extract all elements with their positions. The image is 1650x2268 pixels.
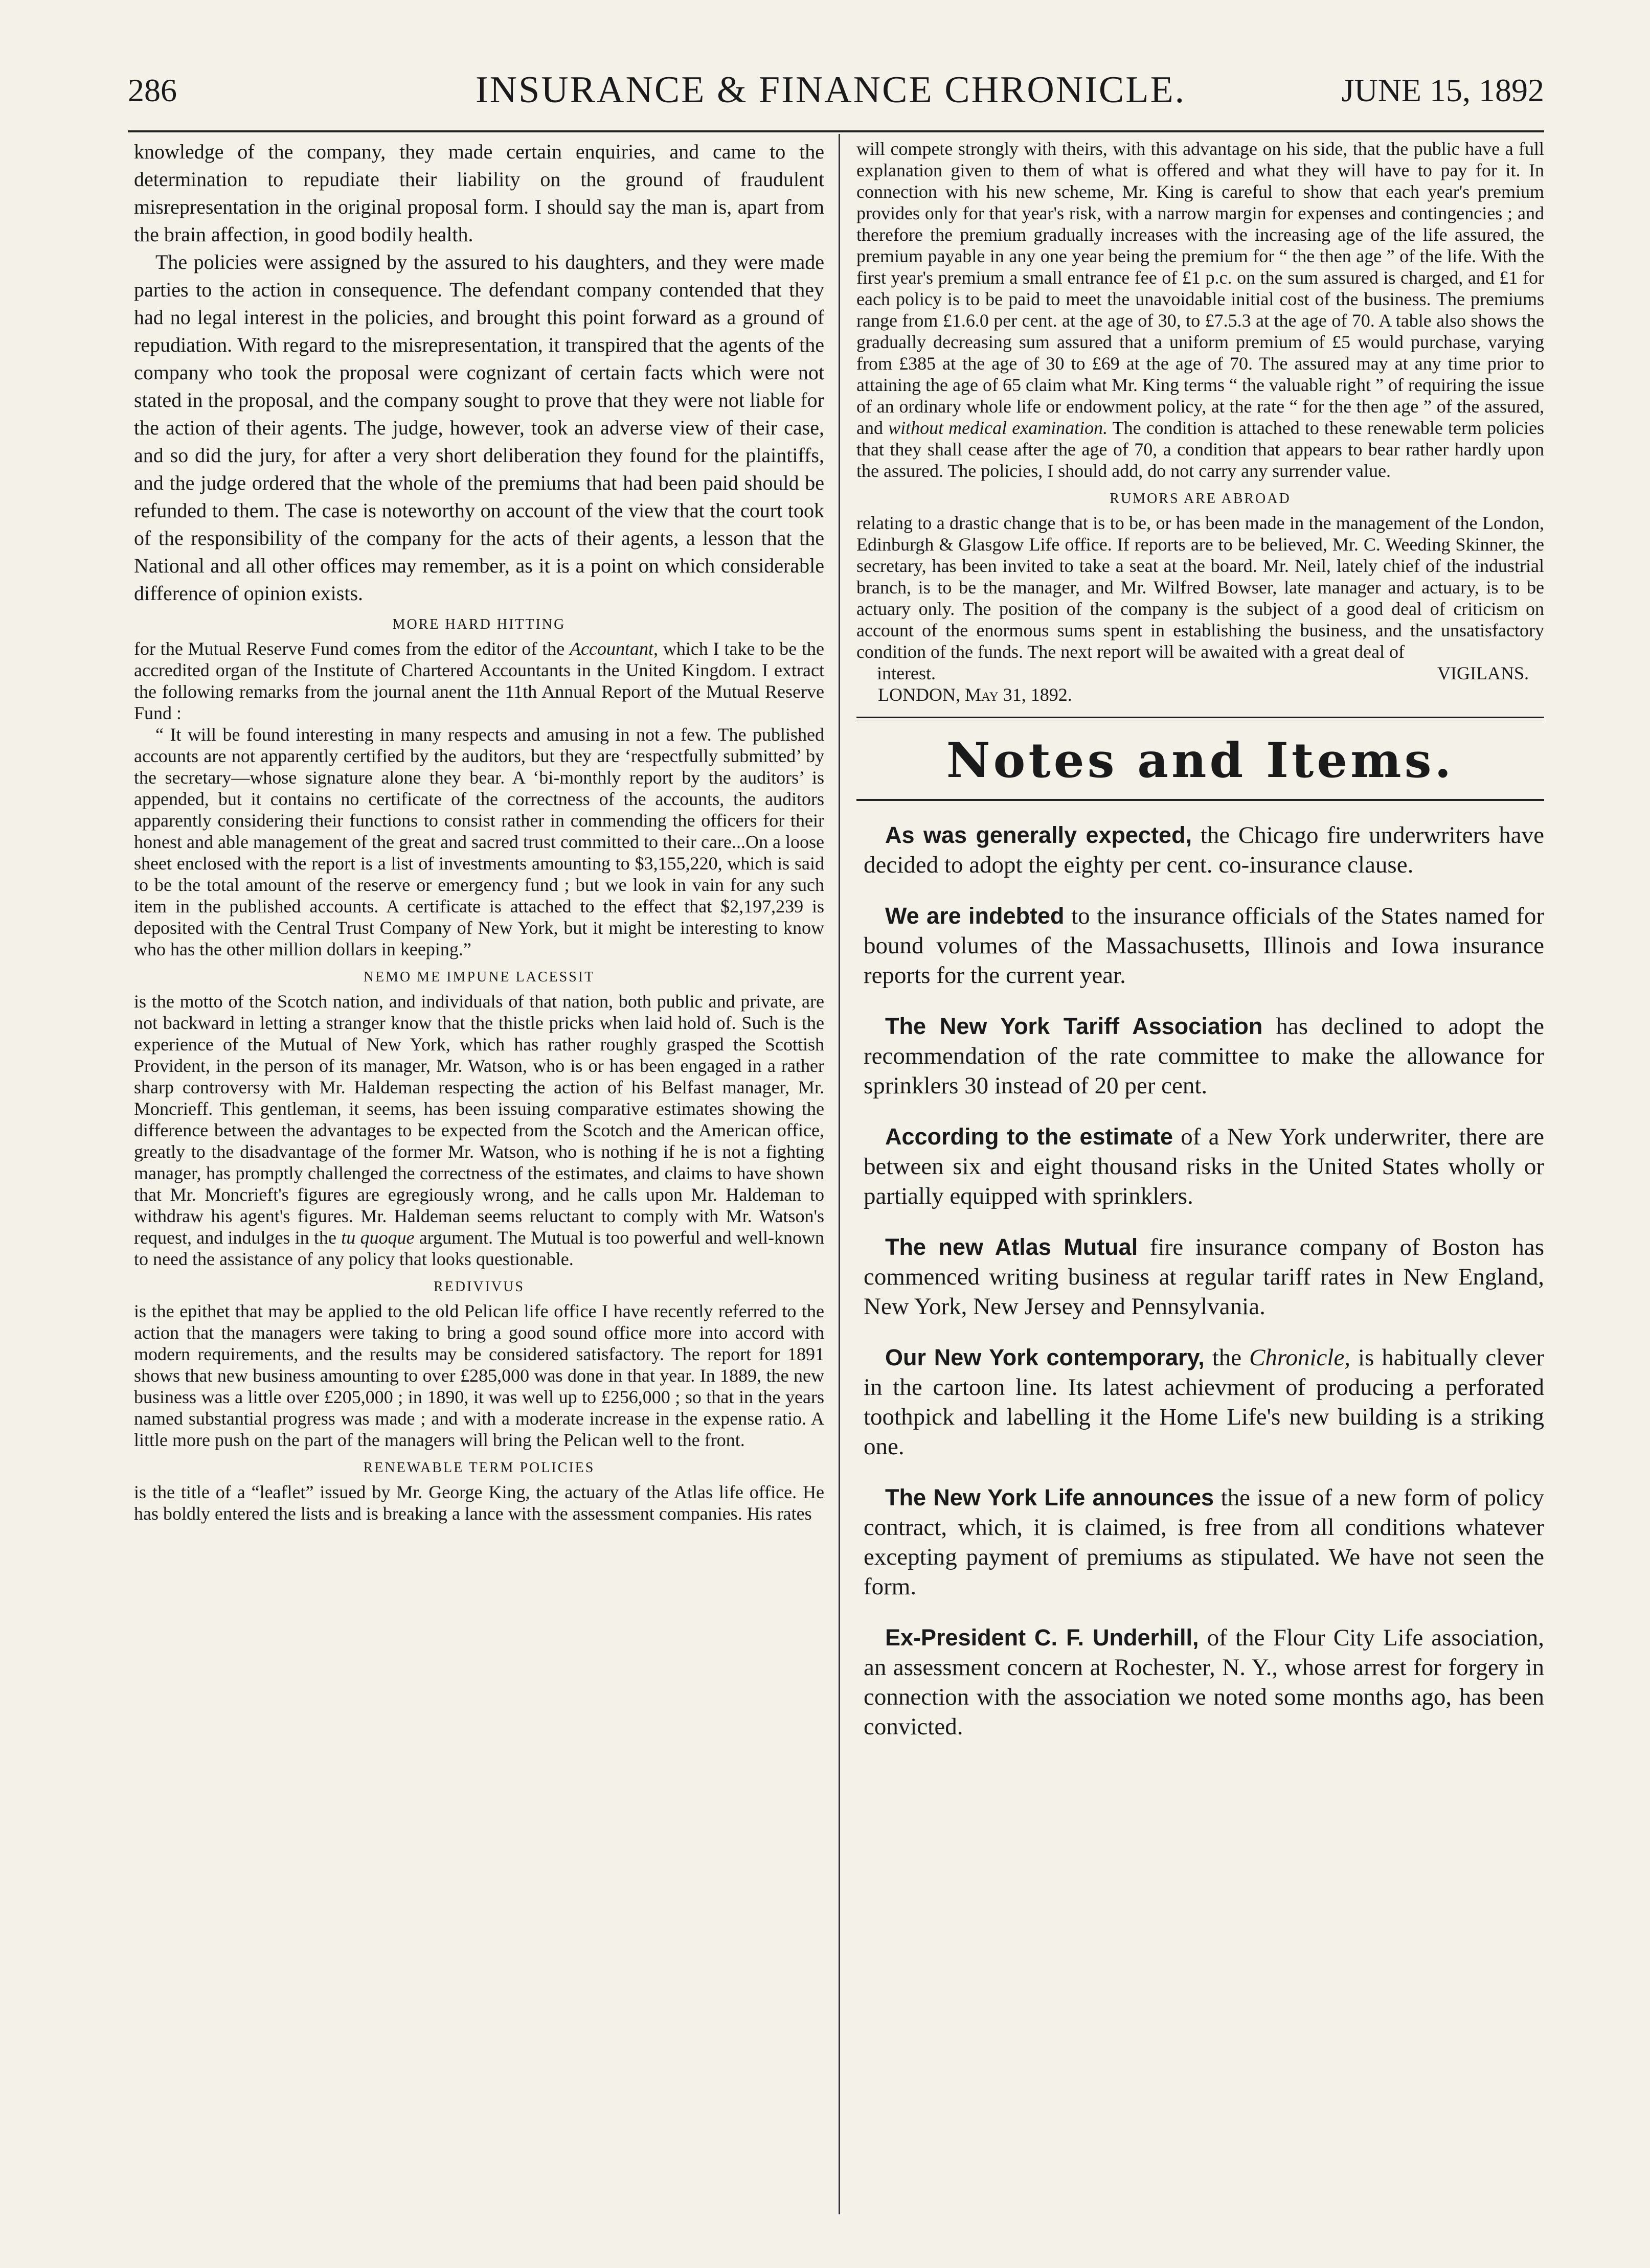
section-paragraph: is the motto of the Scotch nation, and individuals of that nation, both public and private, are not backward in letting a stranger know that the thistle pricks when laid hold of. Such is the experience of the Mutual of New York, which has rather roughly grasped the Scottish Provident, in the person of its manager, Mr. Watson, who is or has been engaged in a rather sharp controversy with Mr. Haldeman respecting the action of his Belfast manager, Mr. Moncrieff. This gentleman, it seems, has been issuing comparative estimates showing the difference between the advantages to be expected from the Scotch and the American office, greatly to the disadvantage of the former Mr. Watson, who is nothing if he is not a fighting manager, has promptly challenged the correctness of the estimates, and claims to have shown that Mr. Moncrieft's figures are egregiously wrong, and he calls upon Mr. Haldeman to withdraw his agent's figures. Mr. Haldeman seems reluctant to comply with Mr. Watson's request, and indulges in the tu quoque argument. The Mutual is too powerful and well-known to need the assistance of any policy that looks questionable.	[134, 991, 824, 1269]
section-heading: RENEWABLE TERM POLICIES	[363, 1460, 595, 1476]
note-item: Ex-President C. F. Underhill, of the Flour City Life association, an assessment concern at Rochester, N. Y., whose arrest for forgery in connection with the association we noted some months ago, has been convicted.	[864, 1624, 1544, 1740]
note-lead: As was generally expected,	[885, 822, 1192, 848]
note-item: We are indebted to the insurance officials of the States named for bound volumes of the Massachusetts, Illinois and Iowa insurance reports for the current year.	[864, 903, 1544, 989]
note-lead: The New York Tariff Association	[885, 1013, 1263, 1039]
quoted-remarks: “ It will be found interesting in many respects and amusing in not a few. The published accounts are not apparently certified by the auditors, but they are ‘respectfully submitted’ by the secretary—whose signature alone they bear. A ‘bi-monthly report by the auditors’ is appended, but it contains no certificate of the correctness of the accounts, the auditors apparently considering their functions to consist rather in commending the officers for their honest and able management of the great and sacred trust committed to their care...On a loose sheet enclosed with the report is a list of investments amounting to $3,155,220, which is said to be the total amount of the reserve or emergency fund ; but we look in vain for any such item in the published accounts. A certificate is attached to the effect that $2,197,239 is deposited with the Central Trust Company of New York, but it might be interesting to know who has the other million dollars in keeping.”	[134, 724, 824, 959]
note-lead: According to the estimate	[885, 1124, 1173, 1150]
section-paragraph: for the Mutual Reserve Fund comes from the editor of the Accountant, which I take to be the accredited organ of the Institute of Chartered Accountants in the United Kingdom. I extract the following remarks from the journal anent the 11th Annual Report of the Mutual Reserve Fund :	[134, 638, 824, 723]
page-header	[128, 61, 1544, 118]
article-paragraph: knowledge of the company, they made certain enquiries, and came to the determination to repudiate their liability on the ground of fraudulent misrepresentation in the original proposal form. I should say the man is, apart from the brain affection, in good bodily health.	[134, 140, 824, 246]
right-column	[856, 138, 1544, 1763]
column-divider	[839, 134, 840, 2214]
continued-paragraph: will compete strongly with theirs, with this advantage on his side, that the public have a full explanation given to them of what is offered and what they will have to pay for it. In connection with his new scheme, Mr. King is careful to show that each year's premium provides only for that year's risk, with a narrow margin for expenses and contingencies ; and therefore the premium gradually increases with the increasing age of the life assured, the premium payable in any one year being the premium for “ the then age ” of the life. With the first year's premium a small entrance fee of £1 p.c. on the sum assured is charged, and £1 for each policy is to be paid to meet the unavoidable initial cost of the business. The premiums range from £1.6.0 per cent. at the age of 30, to £7.5.3 at the age of 70. A table also shows the gradually decreasing sum assured that a uniform premium of £5 would purchase, varying from £385 at the age of 30 to £69 at the age of 70. The assured may at any time prior to attaining the age of 65 claim what Mr. King terms “ the valuable right ” of requiring the issue of an ordinary whole life or endowment policy, at the rate “ for the then age ” of the assured, and without medical examination. The condition is attached to these renewable term policies that they shall cease after the age of 70, a condition that appears to bear rather hardly upon the assured. The policies, I should add, do not carry any surrender value.	[856, 139, 1544, 481]
journal-title: INSURANCE & FINANCE CHRONICLE.	[476, 69, 1186, 111]
note-lead: The New York Life announces	[885, 1484, 1214, 1510]
author-signature: VIGILANS.	[1437, 663, 1529, 683]
article-paragraph: The policies were assigned by the assured to his daughters, and they were made parties to the action in consequence. The defendant company contended that they had no legal interest in the policies, and brought this point forward as a ground of repudiation. With regard to the misrepresentation, it transpired that the agents of the company who took the proposal were cognizant of certain facts which were not stated in the proposal, and the company sought to prove that they were not liable for the action of their agents. The judge, however, took an adverse view of their case, and so did the jury, for after a very short deliberation they found for the plaintiffs, and the judge ordered that the whole of the premiums that had been paid should be refunded to them. The case is noteworthy on account of the view that the court took of the responsibility of the company for the acts of their agents, a lesson that the National and all other offices may remember, as it is a point on which considerable difference of opinion exists.	[134, 250, 824, 605]
issue-date: JUNE 15, 1892	[1341, 72, 1544, 108]
note-lead: Ex-President C. F. Underhill,	[885, 1624, 1199, 1651]
notes-bottom-rule	[856, 799, 1544, 801]
dateline: LONDON, May 31, 1892.	[878, 684, 1072, 705]
left-column	[134, 138, 824, 1524]
notes-heading: Notes and Items.	[946, 732, 1455, 789]
note-item: The new Atlas Mutual fire insurance company of Boston has commenced writing business at regular tariff rates in New England, New York, New Jersey and Pennsylvania.	[864, 1234, 1544, 1320]
section-heading: NEMO ME IMPUNE LACESSIT	[363, 969, 595, 985]
note-item: Our New York contemporary, the Chronicle, is habitually clever in the cartoon line. Its latest achievment of producing a perforated toothpick and labelling it the Home Life's new building is a striking one.	[864, 1344, 1544, 1460]
signature-line	[856, 662, 1544, 684]
note-lead: The new Atlas Mutual	[885, 1234, 1138, 1260]
note-lead: We are indebted	[885, 903, 1065, 929]
note-item: According to the estimate of a New York underwriter, there are between six and eight thousand risks in the United States wholly or partially equipped with sprinklers.	[864, 1124, 1544, 1209]
closing-word: interest.	[877, 663, 936, 683]
note-lead: Our New York contemporary,	[885, 1344, 1205, 1370]
notes-list	[856, 820, 1544, 1742]
page-number: 286	[128, 72, 177, 108]
section-paragraph: relating to a drastic change that is to be, or has been made in the management of the London, Edinburgh & Glasgow Life office. If reports are to be believed, Mr. C. Weeding Skinner, the secretary, has been invited to take a seat at the board. Mr. Neil, lately chief of the industrial branch, is to be the manager, and Mr. Wilfred Bowser, late manager and actuary, is to be actuary only. The position of the company is the subject of a good deal of criticism on account of the enormous sums spent in establishing the business, and the unsatisfactory condition of the funds. The next report will be awaited with a great deal of	[856, 513, 1544, 662]
note-item: The New York Tariff Association has declined to adopt the recommendation of the rate committee to make the allowance for sprinklers 30 instead of 20 per cent.	[864, 1013, 1544, 1099]
section-paragraph: is the title of a “leaflet” issued by Mr. George King, the actuary of the Atlas life office. He has boldly entered the lists and is breaking a lance with the assessment companies. His rates	[134, 1482, 824, 1524]
section-paragraph: is the epithet that may be applied to the old Pelican life office I have recently referred to the action that the managers were taking to bring a good sound office more into accord with modern requirements, and the results may be considered satisfactory. The report for 1891 shows that new business amounting to over £285,000 was done in that year. In 1889, the new business was a little over £205,000 ; in 1890, it was well up to £256,000 ; so that in the years named substantial progress was made ; and with a moderate increase in the expense ratio. A little more push on the part of the managers will bring the Pelican well to the front.	[134, 1301, 824, 1450]
note-item: The New York Life announces the issue of a new form of policy contract, which, it is claimed, is free from all conditions whatever excepting payment of premiums as stipulated. We have not seen the form.	[864, 1484, 1544, 1600]
notes-top-rule	[856, 717, 1544, 721]
note-item: As was generally expected, the Chicago fire underwriters have decided to adopt the eighty per cent. co-insurance clause.	[864, 822, 1544, 878]
section-heading: MORE HARD HITTING	[392, 616, 566, 632]
section-heading: REDIVIVUS	[434, 1279, 525, 1295]
section-heading: RUMORS ARE ABROAD	[1110, 491, 1291, 507]
header-rule	[128, 130, 1544, 132]
